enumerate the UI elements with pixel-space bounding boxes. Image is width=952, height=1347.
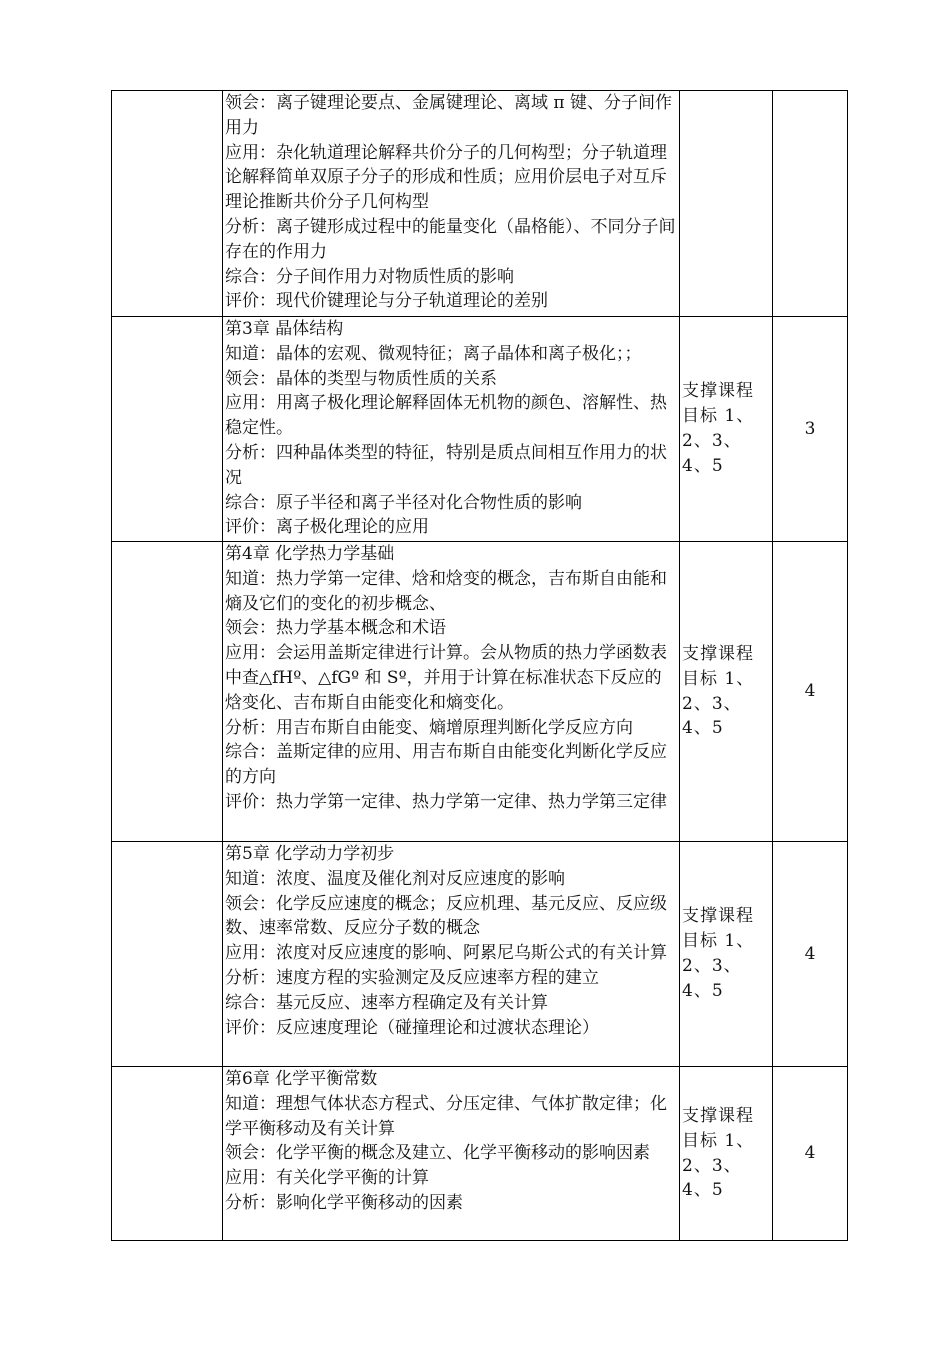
syllabus-table	[111, 90, 848, 1241]
content-cell	[223, 542, 680, 842]
content-line: 评价：热力学第一定律、热力学第一定律、热力学第三定律	[225, 791, 667, 812]
content-line: 知道：晶体的宏观、微观特征；离子晶体和离子极化；；	[225, 343, 642, 364]
content-line: 分析：用吉布斯自由能变、熵增原理判断化学反应方向	[225, 717, 633, 738]
empty-cell	[112, 317, 223, 542]
table-row	[112, 542, 848, 842]
empty-cell	[112, 542, 223, 842]
content-line: 分析：离子键形成过程中的能量变化（晶格能）、不同分子间存在的作用力	[225, 216, 676, 262]
content-cell	[223, 91, 680, 317]
content-line: 领会：化学平衡的概念及建立、化学平衡移动的影响因素	[225, 1143, 650, 1164]
content-line: 综合：盖斯定律的应用、用吉布斯自由能变化判断化学反应的方向	[225, 742, 667, 788]
content-line: 领会：热力学基本概念和术语	[225, 618, 446, 639]
content-line: 领会：化学反应速度的概念；反应机理、基元反应、反应级数、速率常数、反应分子数的概念	[225, 893, 667, 939]
content-line: 综合：基元反应、速率方程确定及有关计算	[225, 992, 548, 1013]
chapter-title: 第4章 化学热力学基础	[225, 544, 395, 564]
content-line: 知道：热力学第一定律、焓和焓变的概念，吉布斯自由能和熵及它们的变化的初步概念、	[225, 568, 667, 614]
table-row	[112, 842, 848, 1067]
table-row	[112, 1067, 848, 1241]
support-cell: 支撑课程目标 1、2、3、4、5	[680, 317, 773, 542]
content-cell	[223, 842, 680, 1067]
content-line: 领会：离子键理论要点、金属键理论、离域 π 键、分子间作用力	[225, 93, 672, 138]
content-line: 综合：分子间作用力对物质性质的影响	[225, 266, 514, 287]
empty-cell	[112, 842, 223, 1067]
content-cell	[223, 1067, 680, 1241]
hours-cell: 4	[773, 1067, 848, 1241]
content-cell	[223, 317, 680, 542]
content-line: 综合：原子半径和离子半径对化合物性质的影响	[225, 492, 582, 513]
content-line: 应用：用离子极化理论解释固体无机物的颜色、溶解性、热稳定性。	[225, 393, 667, 439]
hours-cell: 4	[773, 842, 848, 1067]
support-cell: 支撑课程目标 1、2、3、4、5	[680, 842, 773, 1067]
chapter-title: 第3章 晶体结构	[225, 319, 344, 339]
content-line: 领会：晶体的类型与物质性质的关系	[225, 368, 497, 389]
content-line: 知道：理想气体状态方程式、分压定律、气体扩散定律；化学平衡移动及有关计算	[225, 1093, 667, 1139]
hours-cell	[773, 91, 848, 317]
content-line: 评价：离子极化理论的应用	[225, 517, 429, 538]
content-line: 应用：会运用盖斯定律进行计算。会从物质的热力学函数表中查△fHº、△fGº 和 Sº，并用于计算在标准状态下反应的焓变化、吉布斯自由能变化和熵变化。	[225, 643, 667, 713]
chapter-title: 第5章 化学动力学初步	[225, 844, 395, 864]
support-cell	[680, 91, 773, 317]
empty-cell	[112, 1067, 223, 1241]
table-row	[112, 91, 848, 317]
content-line: 分析：速度方程的实验测定及反应速率方程的建立	[225, 967, 599, 988]
content-line: 分析：四种晶体类型的特征，特别是质点间相互作用力的状况	[225, 442, 667, 488]
hours-cell: 4	[773, 542, 848, 842]
empty-cell	[112, 91, 223, 317]
content-line: 应用：浓度对反应速度的影响、阿累尼乌斯公式的有关计算	[225, 943, 667, 964]
content-line: 评价：现代价键理论与分子轨道理论的差别	[225, 291, 548, 312]
content-line: 应用：有关化学平衡的计算	[225, 1168, 429, 1189]
content-line: 分析：影响化学平衡移动的因素	[225, 1192, 463, 1213]
support-cell: 支撑课程目标 1、2、3、4、5	[680, 1067, 773, 1241]
content-line: 知道：浓度、温度及催化剂对反应速度的影响	[225, 868, 565, 889]
table-row	[112, 317, 848, 542]
content-line: 应用：杂化轨道理论解释共价分子的几何构型；分子轨道理论解释简单双原子分子的形成和性质；应用价层电子对互斥理论推断共价分子几何构型	[225, 142, 667, 213]
chapter-title: 第6章 化学平衡常数	[225, 1069, 378, 1089]
hours-cell: 3	[773, 317, 848, 542]
content-line: 评价：反应速度理论（碰撞理论和过渡状态理论）	[225, 1017, 599, 1038]
support-cell: 支撑课程目标 1、2、3、4、5	[680, 542, 773, 842]
